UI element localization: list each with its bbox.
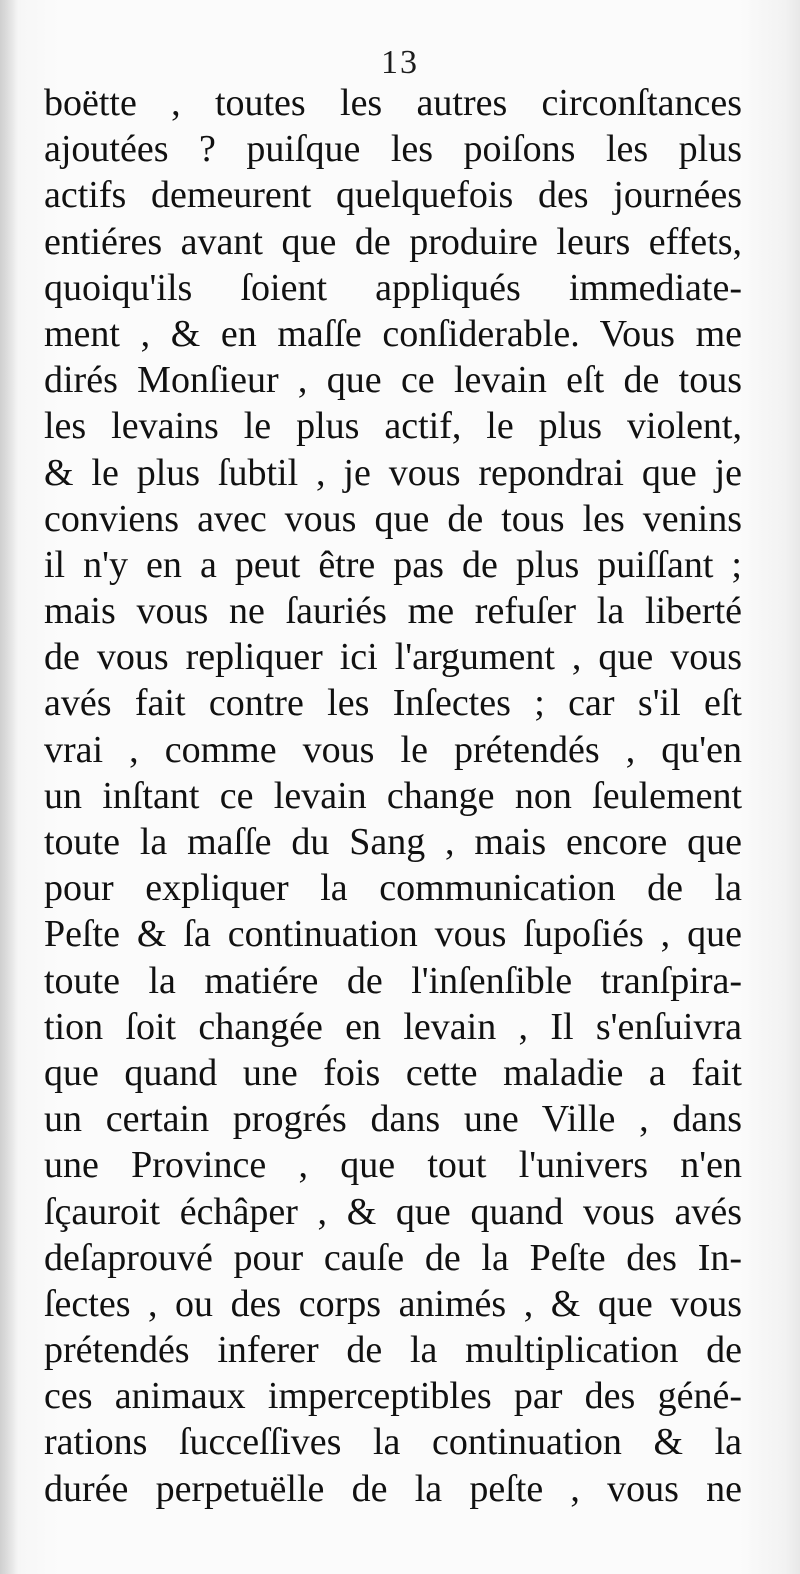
page-gutter-shadow [0, 0, 18, 1574]
text-line: vrai , comme vous le prétendés , qu'en [44, 728, 742, 771]
text-line: rations ſucceſſives la continuation & la [44, 1421, 742, 1464]
text-line: deſaprouvé pour cauſe de la Peſte des In- [44, 1236, 742, 1279]
text-line: avés fait contre les Inſectes ; car s'il eſt [44, 682, 742, 725]
text-line: ces animaux imperceptibles par des géné- [44, 1375, 742, 1418]
text-line: une Province , que tout l'univers n'en [44, 1144, 742, 1187]
text-line: prétendés inferer de la multiplication de [44, 1329, 742, 1372]
text-line: Peſte & ſa continuation vous ſupoſiés , que [44, 913, 742, 956]
text-line: ajoutées ? puiſque les poiſons les plus [44, 128, 742, 171]
text-line: quoiqu'ils ſoient appliqués immediate- [44, 266, 742, 309]
page-number: 13 [381, 44, 419, 81]
text-line: ſectes , ou des corps animés , & que vous [44, 1282, 742, 1325]
text-line: de vous repliquer ici l'argument , que vous [44, 636, 742, 679]
text-line: un inſtant ce levain change non ſeulement [44, 774, 742, 817]
text-line: & le plus ſubtil , je vous repondrai que je [44, 451, 742, 494]
body-text [44, 80, 742, 1512]
text-line: conviens avec vous que de tous les venins [44, 497, 742, 540]
text-line: dirés Monſieur , que ce levain eſt de tous [44, 359, 742, 402]
text-line: durée perpetuëlle de la peſte , vous ne [44, 1467, 742, 1510]
text-line: toute la maſſe du Sang , mais encore que [44, 821, 742, 863]
text-line: un certain progrés dans une Ville , dans [44, 1098, 742, 1141]
text-line: les levains le plus actif, le plus violent, [44, 405, 742, 448]
text-line: il n'y en a peut être pas de plus puiſſant ; [44, 543, 742, 586]
text-line: tion ſoit changée en levain , Il s'enſuivra [44, 1005, 742, 1048]
text-line: toute la matiére de l'inſenſible tranſpira- [44, 959, 742, 1002]
text-line: mais vous ne ſauriés me refuſer la liberté [44, 590, 742, 633]
text-line: actifs demeurent quelquefois des journées [44, 174, 742, 217]
text-line: que quand une fois cette maladie a fait [44, 1051, 742, 1094]
text-line: ment , & en maſſe conſiderable. Vous me [44, 312, 742, 355]
text-line: boëtte , toutes les autres circonſtances [44, 82, 742, 124]
text-line: ſçauroit échâper , & que quand vous avés [44, 1190, 742, 1233]
text-line: pour expliquer la communication de la [44, 867, 742, 910]
text-line: entiéres avant que de produire leurs effets, [44, 220, 742, 263]
